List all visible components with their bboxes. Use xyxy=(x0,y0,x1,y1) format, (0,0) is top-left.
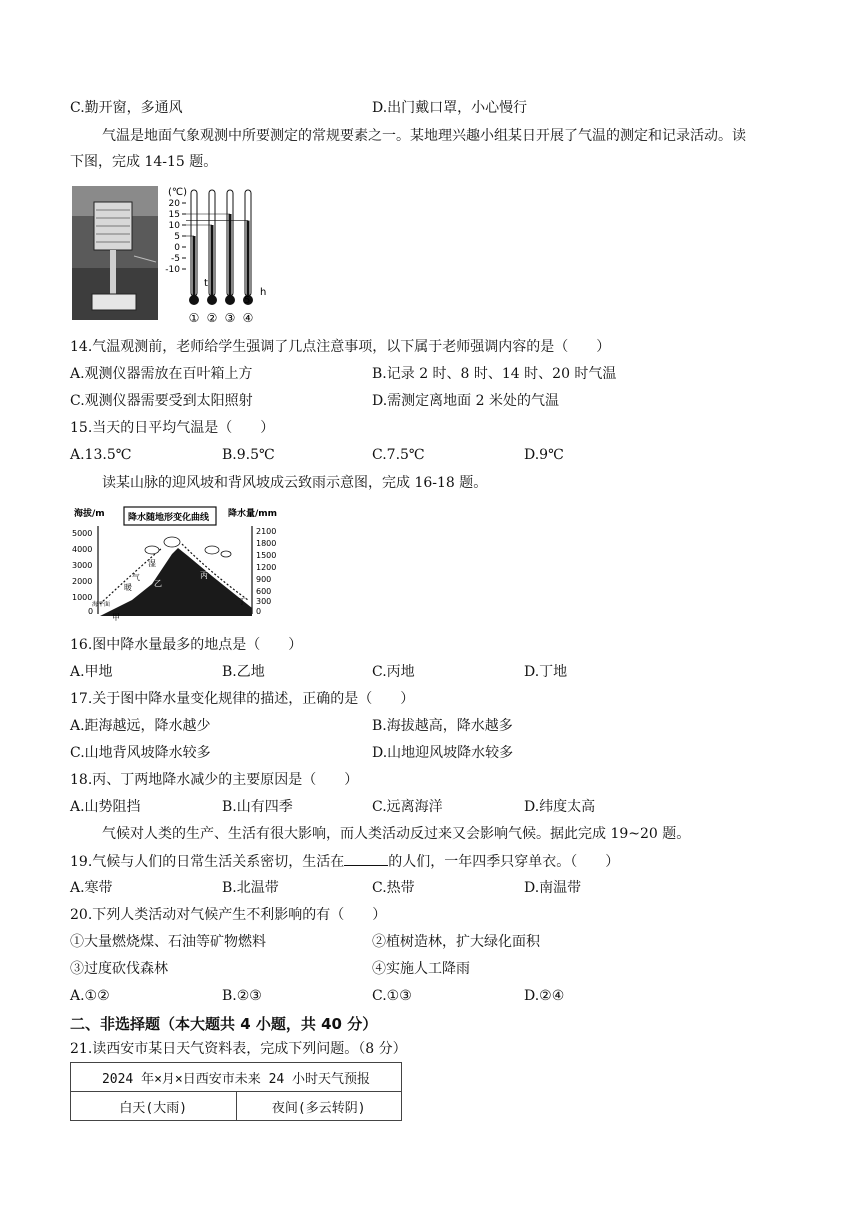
left-tick: 0 xyxy=(88,607,94,616)
q20-item-1: ①大量燃烧煤、石油等矿物燃料 xyxy=(70,934,266,950)
left-tick: 4000 xyxy=(72,545,93,554)
q19-stem-pre: 19.气候与人们的日常生活关系密切，生活在 xyxy=(70,854,345,870)
right-tick: 1500 xyxy=(256,551,277,560)
q16-option-a: A.甲地 xyxy=(70,664,113,680)
right-tick: 1800 xyxy=(256,539,277,548)
label-yi: 乙 xyxy=(154,579,162,588)
q16-option-b: B.乙地 xyxy=(222,664,265,680)
q13-option-d: D.出门戴口罩，小心慢行 xyxy=(372,100,528,116)
q18-option-a: A.山势阻挡 xyxy=(70,799,141,815)
night-cell: 夜间(多云转阴) xyxy=(236,1092,402,1121)
right-tick: 1200 xyxy=(256,563,277,572)
label-air: 气 xyxy=(132,573,140,582)
q14-option-c: C.观测仪器需要受到太阳照射 xyxy=(70,393,253,409)
table-row xyxy=(71,1063,402,1092)
label-ding: 丁 xyxy=(238,597,246,606)
thermometer-bulb xyxy=(189,295,199,305)
thermo-tick-label: 15 xyxy=(168,210,180,220)
right-tick: 600 xyxy=(256,587,272,596)
q14-stem: 14.气温观测前，老师给学生强调了几点注意事项，以下属于老师强调内容的是（ ） xyxy=(70,339,611,355)
left-tick: 3000 xyxy=(72,561,93,570)
q19-blank xyxy=(344,851,388,866)
q17-option-c: C.山地背风坡降水较多 xyxy=(70,745,211,761)
q19-option-b: B.北温带 xyxy=(222,880,279,896)
q17-stem: 17.关于图中降水量变化规律的描述，正确的是（ ） xyxy=(70,691,415,707)
q20-option-d: D.②④ xyxy=(524,988,565,1004)
thermometer-column xyxy=(247,221,250,298)
q17-option-d: D.山地迎风坡降水较多 xyxy=(372,745,514,761)
q14-option-d: D.需测定离地面 2 米处的气温 xyxy=(372,393,559,409)
thermo-tick-label: 0 xyxy=(174,243,180,253)
day-cell: 白天(大雨) xyxy=(71,1092,237,1121)
q19-option-d: D.南温带 xyxy=(524,880,582,896)
q20-option-c: C.①③ xyxy=(372,988,412,1004)
q20-item-4: ④实施人工降雨 xyxy=(372,961,470,977)
thermometer-column xyxy=(193,236,196,298)
q14-option-a: A.观测仪器需放在百叶箱上方 xyxy=(70,366,253,382)
q18-option-d: D.纬度太高 xyxy=(524,799,596,815)
weather-forecast-table xyxy=(70,1062,402,1121)
label-sea: 海平面 xyxy=(92,601,111,608)
thermometer-figure xyxy=(164,186,272,326)
q20-stem: 20.下列人类活动对气候产生不利影响的有（ ） xyxy=(70,907,387,923)
table-title: 2024 年×月×日西安市未来 24 小时天气预报 xyxy=(71,1063,402,1092)
label-bing: 丙 xyxy=(200,571,208,580)
q18-stem: 18.丙、丁两地降水减少的主要原因是（ ） xyxy=(70,772,359,788)
q19-stem-post: 的人们，一年四季只穿单衣。（ ） xyxy=(388,854,620,870)
label-wet: 湿 xyxy=(148,559,156,568)
q16-option-d: D.丁地 xyxy=(524,664,568,680)
q13-option-c: C.勤开窗，多通风 xyxy=(70,100,183,116)
table-row xyxy=(71,1092,402,1121)
right-tick: 2100 xyxy=(256,527,277,536)
q19-option-a: A.寒带 xyxy=(70,880,113,896)
thermometer-bulb xyxy=(207,295,217,305)
q18-option-c: C.远离海洋 xyxy=(372,799,443,815)
q15-option-a: A.13.5℃ xyxy=(70,447,132,463)
left-axis-title: 海拔/m xyxy=(74,509,105,519)
thermo-tick-label: 20 xyxy=(168,199,180,209)
right-axis-title: 降水量/mm xyxy=(228,509,278,519)
cloud-icon xyxy=(221,551,231,557)
intro-14-line2: 下图，完成 14-15 题。 xyxy=(70,154,218,170)
right-tick: 300 xyxy=(256,597,272,606)
thermo-tick-label: -10 xyxy=(165,265,180,275)
q20-option-b: B.②③ xyxy=(222,988,262,1004)
thermo-tick-label: -5 xyxy=(171,254,180,264)
thermometer-column xyxy=(211,225,214,298)
left-tick: 1000 xyxy=(72,593,93,602)
intro-19: 气候对人类的生产、生活有很大影响，而人类活动反过来又会影响气候。据此完成 19~20 题。 xyxy=(102,826,691,842)
thermometer-number: ④ xyxy=(242,311,254,325)
thermometer-column xyxy=(229,214,232,298)
q14-option-b: B.记录 2 时、8 时、14 时、20 时气温 xyxy=(372,366,617,382)
label-jia: 甲 xyxy=(112,613,120,622)
mountain-shape xyxy=(100,548,252,616)
thermo-tick-label: 10 xyxy=(168,221,180,231)
label-warm: 暖 xyxy=(124,583,132,592)
left-tick: 2000 xyxy=(72,577,93,586)
thermometer-number: ③ xyxy=(224,311,236,325)
right-tick: 900 xyxy=(256,575,272,584)
q15-option-c: C.7.5℃ xyxy=(372,447,425,463)
q17-option-b: B.海拔越高，降水越多 xyxy=(372,718,513,734)
q19-option-c: C.热带 xyxy=(372,880,415,896)
thermo-mark-5: 5 xyxy=(244,295,251,306)
q20-option-a: A.①② xyxy=(70,988,110,1004)
q20-item-3: ③过度砍伐森林 xyxy=(70,961,168,977)
thermometer-number: ② xyxy=(206,311,218,325)
legend-label: 降水随地形变化曲线 xyxy=(128,513,210,523)
q15-stem: 15.当天的日平均气温是（ ） xyxy=(70,420,275,436)
q15-option-d: D.9℃ xyxy=(524,447,564,463)
intro-16: 读某山脉的迎风坡和背风坡成云致雨示意图，完成 16-18 题。 xyxy=(102,475,488,491)
thermometer-number: ① xyxy=(188,311,200,325)
thermometer-bulb xyxy=(225,295,235,305)
q20-item-2: ②植树造林，扩大绿化面积 xyxy=(372,934,540,950)
thermo-tick-label: 5 xyxy=(174,232,180,242)
q18-option-b: B.山有四季 xyxy=(222,799,293,815)
mountain-rainfall-figure xyxy=(72,504,304,624)
q16-stem: 16.图中降水量最多的地点是（ ） xyxy=(70,637,303,653)
q21-stem: 21.读西安市某日天气资料表，完成下列问题。（8 分） xyxy=(70,1041,407,1057)
left-tick: 5000 xyxy=(72,529,93,538)
q17-option-a: A.距海越远，降水越少 xyxy=(70,718,211,734)
cloud-icon xyxy=(205,546,219,554)
q16-option-c: C.丙地 xyxy=(372,664,415,680)
q19-stem xyxy=(70,851,619,872)
weather-screen-photo xyxy=(72,186,158,320)
q15-option-b: B.9.5℃ xyxy=(222,447,275,463)
cloud-icon xyxy=(145,546,159,554)
right-tick: 0 xyxy=(256,607,262,616)
intro-14-line1: 气温是地面气象观测中所要测定的常规要素之一。某地理兴趣小组某日开展了气温的测定和记录活动。读 xyxy=(102,128,746,144)
cloud-icon xyxy=(164,537,180,547)
thermo-unit: (℃) xyxy=(168,187,188,198)
section-2-heading: 二、非选择题（本大题共 4 小题，共 40 分） xyxy=(70,1015,378,1033)
thermo-mark-h: h xyxy=(260,287,267,298)
thermo-mark-t: t xyxy=(204,278,208,289)
